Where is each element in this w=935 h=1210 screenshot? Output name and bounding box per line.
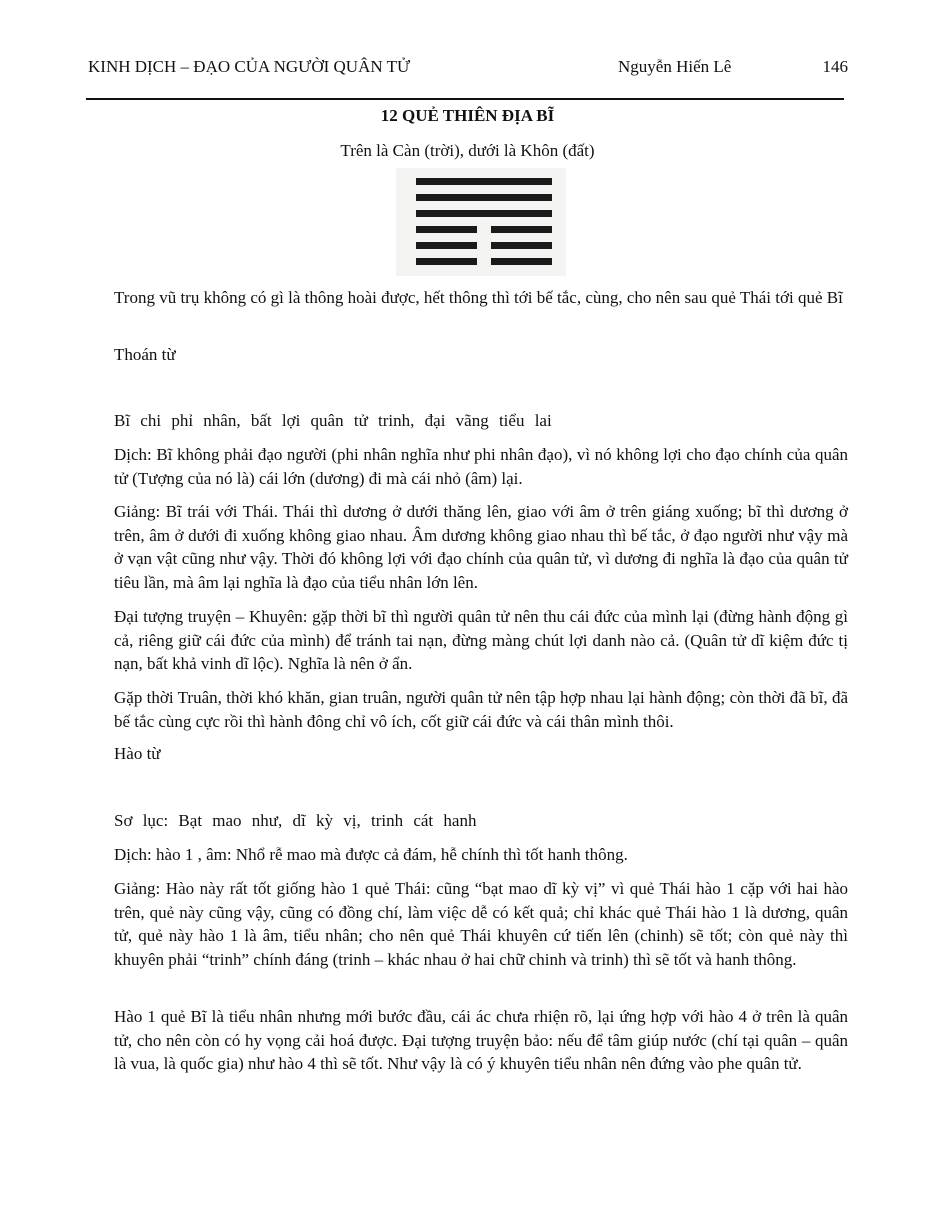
line-1-commentary: Giảng: Hào này rất tốt giống hào 1 quẻ Thái: cũng “bạt mao dĩ kỳ vị” vì quẻ Thái hào 1 cặp với hai hào trên, quẻ này cũng vậy, cũng có đồng chí, làm việc dễ có kết quả; chỉ khác quẻ Thái hào 1 là dương, quân tử, quẻ này hào 1 là âm, tiểu nhân; cho nên quẻ Thái khuyên cứ tiến lên (chinh) sẽ tốt; còn quẻ này thì khuyên phải “trinh” chính đáng (trinh – khác nhau ở hai chữ chinh và trinh) thì sẽ tốt và hanh thông. [114,879,848,969]
great-image-paragraph: Đại tượng truyện – Khuyên: gặp thời bĩ thì người quân tử nên thu cái đức của mình lại (đừng hành động gì cả, riêng giữ cái đức của mình) để tránh tai nạn, đừng màng chút lợi danh nào cả. (Quân tử dĩ kiệm đức tị nạn, bất khả vinh dĩ lộc). Nghĩa là nên ở ẩn. [114,607,848,673]
classical-text-judgment: Bĩ chi phỉ nhân, bất lợi quân tử trinh, đại vãng tiểu lai [114,411,552,430]
yin-line [416,258,477,265]
line-1-explanation: Hào 1 quẻ Bĩ là tiểu nhân nhưng mới bước đầu, cái ác chưa rhiện rõ, lại ứng hợp với hào 4 ở trên là quân tử, cho nên còn có hy vọng cải hoá được. Đại tượng truyện bảo: nếu để tâm giúp nước (chí tại quân – quân là vua, là quốc gia) như hào 4 thì sẽ tốt. Như vậy là có ý khuyên tiểu nhân nên đứng vào phe quân tử. [114,1007,848,1073]
yin-line [491,226,552,233]
yang-line [416,178,552,185]
intro-paragraph: Trong vũ trụ không có gì là thông hoài được, hết thông thì tới bế tắc, cùng, cho nên sau quẻ Thái tới quẻ Bĩ [114,288,843,307]
line-1-translation: Dịch: hào 1 , âm: Nhổ rễ mao mà được cả đám, hễ chính thì tốt hanh thông. [114,845,628,864]
section-heading-thoan-tu: Thoán từ [114,345,176,364]
yin-line [416,226,477,233]
yin-line [491,242,552,249]
truan-paragraph: Gặp thời Truân, thời khó khăn, gian truân, người quân tử nên tập hợp nhau lại hành động; còn thời đã bĩ, đã bế tắc cùng cực rồi thì hành đông chỉ vô ích, cốt giữ cái đức và cái thân mình thôi. [114,688,848,731]
yang-line [416,194,552,201]
page-number: 146 [822,57,848,76]
translation-paragraph: Dịch: Bĩ không phải đạo người (phi nhân nghĩa như phi nhân đạo), vì nó không lợi cho đạo chính của quân tử (Tượng của nó là) cái lớn (dương) đi mà cái nhỏ (âm) lại. [114,445,848,488]
chapter-subtitle: Trên là Càn (trời), dưới là Khôn (đất) [340,141,595,160]
classical-text-line-1: Sơ lục: Bạt mao như, dĩ kỳ vị, trinh cát hanh [114,811,477,830]
page-header [88,57,848,81]
commentary-paragraph: Giảng: Bĩ trái với Thái. Thái thì dương ở dưới thăng lên, giao với âm ở trên giáng xuống; bĩ thì dương ở trên, âm ở dưới đi xuống không giao nhau. Âm dương không giao nhau thì bế tắc, ở đạo người như vậy mà ở vạn vật cũng như vậy. Thời đó không lợi với đạo chính của quân tử, vì dương đi nghĩa là đạo của quân tử tiêu lần, mà âm lại nghĩa là đạo của tiểu nhân lớn lên. [114,502,848,592]
yang-line [416,210,552,217]
yin-line [491,258,552,265]
chapter-title: 12 QUẺ THIÊN ĐỊA BĨ [380,106,555,125]
header-rule [86,98,844,100]
book-title: KINH DỊCH – ĐẠO CỦA NGƯỜI QUÂN TỬ [88,57,411,76]
hexagram-image [396,168,566,276]
yin-line [416,242,477,249]
author-name: Nguyễn Hiến Lê [618,57,732,76]
section-heading-hao-tu: Hào từ [114,744,161,763]
